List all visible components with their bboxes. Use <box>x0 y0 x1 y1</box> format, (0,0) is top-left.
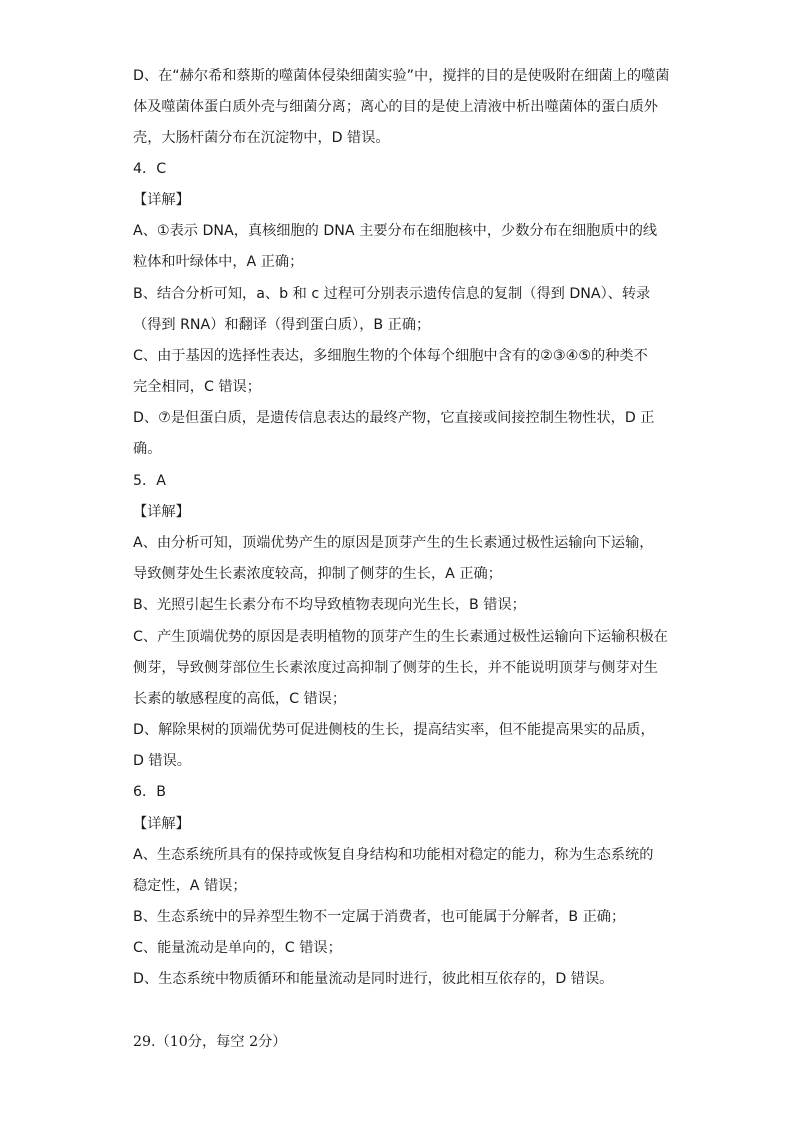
text-line: D 错误。 <box>133 753 191 769</box>
text-line: A、由分析可知，顶端优势产生的原因是顶芽产生的生长素通过极性运输向下运输， <box>133 535 654 551</box>
answer-number: 4．C <box>133 161 167 177</box>
answer-number: 6．B <box>133 784 166 800</box>
text-line: B、生态系统中的异养型生物不一定属于消费者，也可能属于分解者，B 正确； <box>133 909 626 925</box>
text-line: 确。 <box>133 441 162 457</box>
section-heading: 【详解】 <box>133 816 190 832</box>
text-line: 侧芽，导致侧芽部位生长素浓度过高抑制了侧芽的生长，并不能说明顶芽与侧芽对生 <box>133 660 658 676</box>
text-line: D、⑦是但蛋白质，是遗传信息表达的最终产物，它直接或间接控制生物性状，D 正 <box>133 410 655 426</box>
text-line: B、光照引起生长素分布不均导致植物表现向光生长，B 错误； <box>133 597 526 613</box>
text-line: 壳，大肠杆菌分布在沉淀物中，D 错误。 <box>133 130 390 146</box>
text-line: C、产生顶端优势的原因是表明植物的顶芽产生的生长素通过极性运输向下运输积极在 <box>133 629 668 645</box>
text-line: 长素的敏感程度的高低，C 错误； <box>133 691 347 707</box>
section-heading: 【详解】 <box>133 192 190 208</box>
text-line: （得到 RNA）和翻译（得到蛋白质），B 正确； <box>133 317 431 333</box>
text-line: 体及噬菌体蛋白质外壳与细菌分离；离心的目的是使上清液中析出噬菌体的蛋白质外 <box>133 99 658 115</box>
text-line: 完全相同，C 错误； <box>133 379 261 395</box>
answer-number: 5．A <box>133 473 166 489</box>
text-line: 稳定性，A 错误； <box>133 878 247 894</box>
text-line: A、①表示 DNA，真核细胞的 DNA 主要分布在细胞核中，少数分布在细胞质中的线 <box>133 223 658 239</box>
section-heading: 【详解】 <box>133 504 190 520</box>
text-line: C、由于基因的选择性表达，多细胞生物的个体每个细胞中含有的②③④⑤的种类不 <box>133 348 648 364</box>
text-line: D、在“赫尔希和蔡斯的噬菌体侵染细菌实验”中，搅拌的目的是使吸附在细菌上的噬菌 <box>133 68 670 84</box>
text-line: D、生态系统中物质循环和能量流动是同时进行，彼此相互依存的，D 错误。 <box>133 971 614 987</box>
text-line: D、解除果树的顶端优势可促进侧枝的生长，提高结实率，但不能提高果实的品质， <box>133 722 655 738</box>
text-line: 导致侧芽处生长素浓度较高，抑制了侧芽的生长，A 正确； <box>133 566 502 582</box>
text-line: 粒体和叶绿体中，A 正确； <box>133 254 304 270</box>
text-line: C、能量流动是单向的，C 错误； <box>133 940 342 956</box>
question-heading: 29.（10分，每空 2分） <box>133 1034 287 1050</box>
text-line: B、结合分析可知，a、b 和 c 过程可分别表示遗传信息的复制（得到 DNA）、转录 <box>133 286 651 302</box>
text-line: A、生态系统所具有的保持或恢复自身结构和功能相对稳定的能力，称为生态系统的 <box>133 847 654 863</box>
